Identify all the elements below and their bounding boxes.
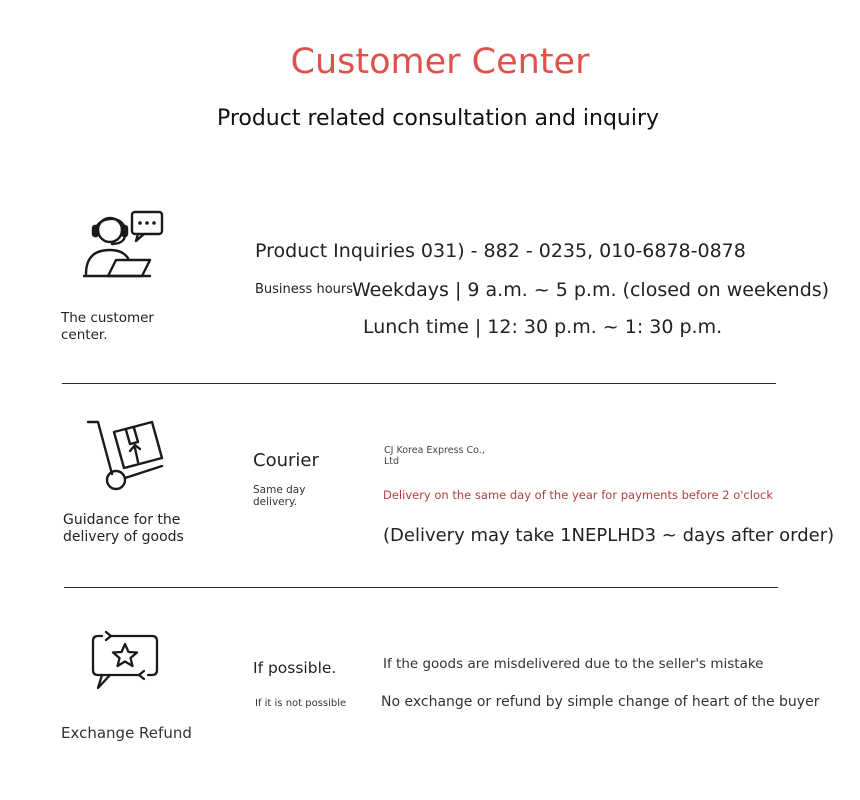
courier-company: CJ Korea Express Co., Ltd [384, 445, 485, 467]
page-subtitle: Product related consultation and inquiry [216, 106, 660, 131]
delivery-caption: Guidance for the delivery of goods [63, 512, 184, 545]
possible-condition-text: If the goods are misdelivered due to the seller's mistake [383, 656, 764, 672]
exchange-refund-caption: Exchange Refund [61, 724, 192, 742]
customer-center-caption: The customer center. [61, 310, 154, 343]
if-not-possible-label: If it is not possible [255, 698, 347, 709]
business-hours-label: Business hours [255, 282, 354, 297]
not-possible-condition-text: No exchange or refund by simple change of heart of the buyer [381, 694, 820, 710]
same-day-label: Same day delivery. [253, 484, 306, 508]
same-day-note: Delivery on the same day of the year for payments before 2 o'clock [383, 488, 773, 502]
exchange-star-icon [90, 630, 160, 692]
section-divider [64, 587, 778, 588]
section-divider [62, 383, 776, 384]
headset-agent-icon [80, 208, 166, 284]
hand-truck-box-icon [86, 418, 166, 494]
if-possible-label: If possible. [253, 659, 337, 677]
product-inquiries-text: Product Inquiries 031) - 882 - 0235, 010-6878-0878 [255, 240, 746, 262]
lunch-time-text: Lunch time | 12: 30 p.m. ~ 1: 30 p.m. [363, 316, 723, 338]
business-hours-text: Weekdays | 9 a.m. ~ 5 p.m. (closed on weekends) [352, 279, 830, 301]
page-title: Customer Center [290, 42, 590, 82]
courier-label: Courier [253, 450, 319, 471]
delivery-time-note: (Delivery may take 1NEPLHD3 ~ days after order) [383, 525, 835, 546]
